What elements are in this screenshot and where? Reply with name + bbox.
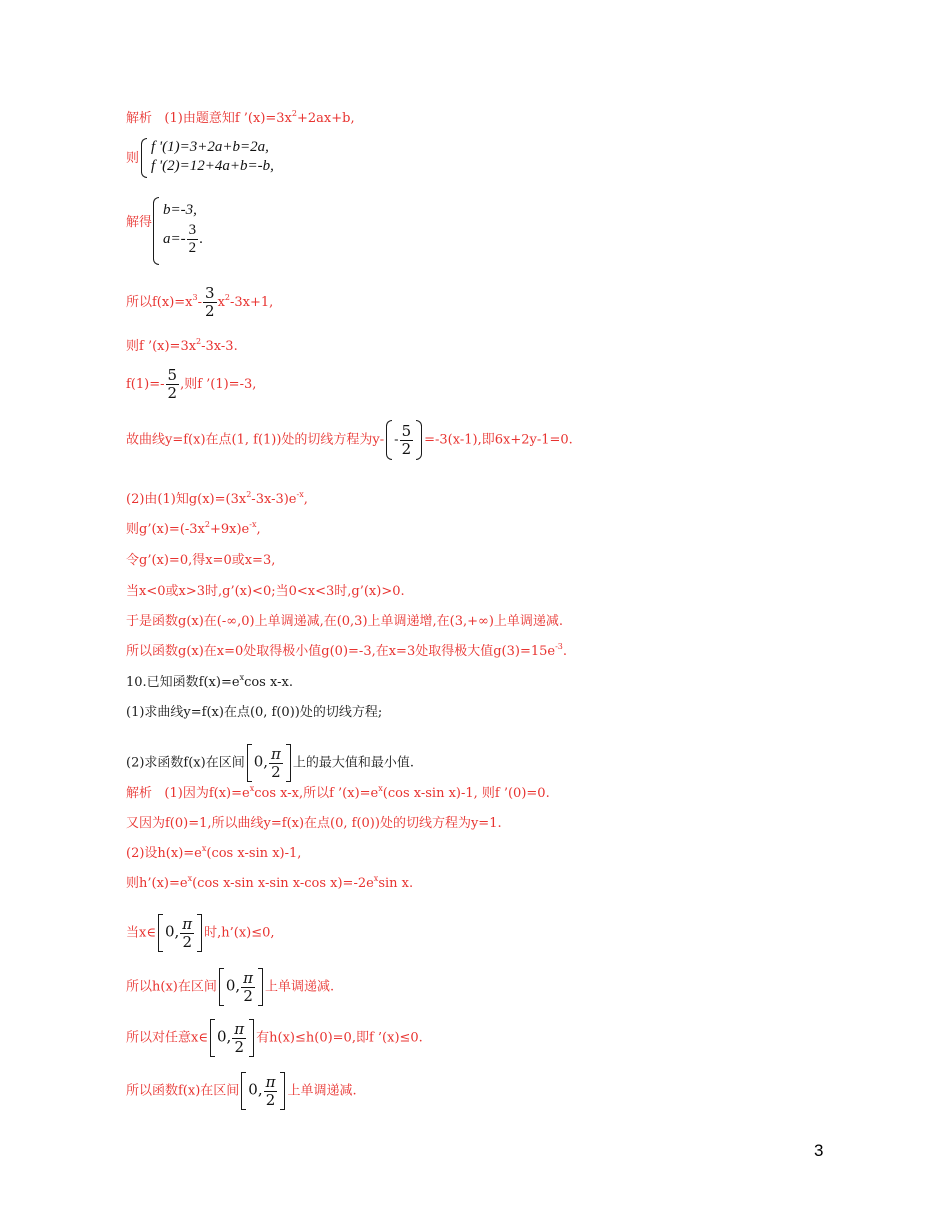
solution-line-2-label — [126, 151, 139, 167]
text: 则f ’(x)=3x — [126, 339, 197, 354]
superscript: x — [249, 784, 255, 793]
text: x — [217, 295, 225, 310]
denominator: 2 — [264, 1091, 278, 1109]
superscript: 2 — [204, 520, 210, 529]
text: 10.已知函数f(x)=e — [126, 675, 240, 690]
left-brace — [141, 138, 147, 178]
system-row: b=-3, — [163, 202, 197, 218]
solution-p2-line-2 — [126, 522, 261, 538]
text: . — [562, 644, 568, 659]
text: (cos x-sin x-sin x-cos x)=-2e — [192, 876, 374, 891]
text: 上单调递减. — [265, 979, 335, 995]
denominator: 2 — [269, 763, 283, 781]
numerator: 3 — [205, 284, 215, 302]
text: (cos x-sin x)-1, 则f ’(0)=0. — [382, 786, 550, 801]
solution-line-5 — [126, 339, 238, 355]
right-bracket — [280, 1072, 285, 1110]
text: . — [199, 230, 203, 247]
solution-line-1 — [126, 111, 355, 127]
text: =-3(x-1),即6x+2y-1=0. — [424, 432, 573, 448]
denominator: 2 — [167, 384, 178, 402]
text: 上单调递减. — [287, 1083, 357, 1099]
denominator: 2 — [180, 933, 194, 951]
page-number: 3 — [814, 1141, 824, 1160]
superscript: 2 — [224, 293, 230, 302]
text: 所以函数g(x)在x=0处取得极小值g(0)=-3,在x=3处取得极大值g(3)=15e — [126, 644, 556, 659]
solution-10-line-2: 又因为f(0)=1,所以曲线y=f(x)在点(0, f(0))处的切线方程为y=1. — [126, 816, 502, 831]
text: 故曲线y=f(x)在点(1, f(1))处的切线方程为y- — [126, 432, 385, 448]
text: +2ax+b, — [296, 111, 355, 126]
question-10-line-2: (1)求曲线y=f(x)在点(0, f(0))处的切线方程; — [126, 705, 383, 720]
text: -3x-3. — [201, 339, 238, 354]
superscript: -x — [296, 490, 304, 499]
right-bracket — [286, 744, 291, 782]
text: 上的最大值和最小值. — [292, 755, 415, 771]
text: 0, — [253, 752, 269, 771]
left-bracket — [241, 1072, 246, 1110]
solution-10-line-3 — [126, 846, 301, 862]
superscript: x — [201, 844, 207, 853]
numerator: π — [182, 914, 193, 933]
system-row: f '(2)=12+4a+b=-b, — [151, 158, 274, 174]
text: (1)因为f(x)=e — [164, 786, 250, 801]
text: - — [197, 295, 203, 310]
solution-line-7 — [126, 420, 573, 460]
text: 所以f(x)=x — [126, 295, 193, 310]
text: 则 — [126, 151, 140, 166]
superscript: x — [239, 673, 245, 682]
text: ,则f ’(1)=-3, — [180, 377, 257, 392]
text: +9x)e — [209, 522, 250, 537]
numerator: π — [271, 744, 281, 763]
solution-10-line-4 — [126, 876, 413, 892]
system-row: f '(1)=3+2a+b=2a, — [151, 139, 269, 155]
text: - — [394, 432, 399, 448]
solution-p2-line-5: 于是函数g(x)在(-∞,0)上单调递减,在(0,3)上单调递增,在(3,+∞)上单调递减. — [126, 614, 564, 629]
equation-system-2 — [153, 196, 273, 264]
numerator: π — [265, 1072, 276, 1091]
text: -3x-3)e — [251, 492, 297, 507]
numerator: π — [243, 968, 254, 987]
solution-line-6 — [126, 367, 256, 402]
text: 0, — [216, 1027, 232, 1046]
fraction — [400, 423, 414, 458]
right-bracket — [249, 1019, 254, 1057]
text: 则h’(x)=e — [126, 876, 188, 891]
analysis-label: 解析 — [126, 111, 153, 126]
text: (2)由(1)知g(x)=(3x — [126, 492, 247, 507]
solution-10-line-6 — [126, 968, 334, 1006]
text: (2)求函数f(x)在区间 — [126, 755, 245, 771]
fraction — [180, 916, 194, 951]
superscript: x — [187, 874, 193, 883]
denominator: 2 — [188, 240, 197, 256]
analysis-label: 解析 — [126, 786, 153, 801]
text: , — [303, 492, 308, 507]
text: 则g’(x)=(-3x — [126, 522, 205, 537]
superscript: 2 — [291, 109, 297, 118]
solution-10-line-1 — [126, 786, 550, 802]
text: 所以函数f(x)在区间 — [126, 1083, 240, 1099]
text: 有h(x)≤h(0)=0,即f ’(x)≤0. — [256, 1030, 423, 1046]
text: 0, — [164, 922, 180, 941]
text: cos x-x,所以f ’(x)=e — [254, 786, 379, 801]
solution-p2-line-3: 令g’(x)=0,得x=0或x=3, — [126, 553, 276, 568]
superscript: 2 — [246, 490, 252, 499]
denominator: 2 — [205, 302, 215, 320]
text: 时,h’(x)≤0, — [204, 925, 275, 941]
text: 0, — [225, 976, 241, 995]
fraction — [269, 746, 283, 781]
text: f(1)=- — [126, 377, 165, 392]
solution-10-line-5 — [126, 914, 275, 952]
text: a=- — [163, 230, 186, 247]
left-paren — [386, 420, 392, 460]
question-10-line-3 — [126, 744, 414, 782]
numerator: 3 — [188, 222, 197, 238]
numerator: π — [234, 1019, 245, 1038]
right-paren — [416, 420, 422, 460]
text: cos x-x. — [244, 675, 293, 690]
text: , — [256, 522, 261, 537]
left-bracket — [247, 744, 252, 782]
superscript: 3 — [192, 293, 198, 302]
solution-p2-line-4: 当x<0或x>3时,g’(x)<0;当0<x<3时,g’(x)>0. — [126, 584, 405, 599]
text: sin x. — [378, 876, 414, 891]
text: 所以h(x)在区间 — [126, 979, 217, 995]
fraction — [241, 970, 255, 1005]
text: (2)设h(x)=e — [126, 846, 202, 861]
superscript: -3 — [555, 642, 563, 651]
superscript: x — [373, 874, 379, 883]
numerator: 5 — [401, 421, 412, 440]
superscript: -x — [249, 520, 257, 529]
fraction — [232, 1021, 246, 1056]
solution-10-line-7 — [126, 1019, 423, 1057]
solution-10-line-8 — [126, 1072, 357, 1110]
superscript: 2 — [196, 337, 202, 346]
text: -3x+1, — [230, 295, 274, 310]
left-bracket — [219, 968, 224, 1006]
question-10-line-1 — [126, 675, 293, 691]
text: 解得 — [126, 215, 153, 230]
fraction — [187, 222, 199, 257]
denominator: 2 — [401, 439, 412, 458]
superscript: x — [378, 784, 383, 793]
right-bracket — [197, 914, 202, 952]
fraction — [203, 285, 217, 320]
fraction — [166, 367, 180, 402]
text: (cos x-sin x)-1, — [206, 846, 302, 861]
text: (1)由题意知f ’(x)=3x — [164, 111, 292, 126]
system-row — [163, 222, 203, 257]
numerator: 5 — [167, 366, 178, 384]
text: 0, — [248, 1080, 263, 1099]
left-brace — [153, 197, 159, 265]
solution-line-4 — [126, 285, 273, 320]
fraction — [264, 1074, 278, 1109]
right-bracket — [258, 968, 263, 1006]
solution-p2-line-1 — [126, 492, 308, 508]
equation-system-1 — [141, 137, 321, 179]
text: 当x∈ — [126, 925, 156, 941]
left-bracket — [210, 1019, 215, 1057]
solution-line-3-label — [126, 215, 152, 231]
text: 所以对任意x∈ — [126, 1030, 208, 1046]
left-bracket — [158, 914, 163, 952]
denominator: 2 — [232, 1038, 246, 1056]
denominator: 2 — [241, 987, 255, 1005]
solution-p2-line-6 — [126, 644, 567, 660]
